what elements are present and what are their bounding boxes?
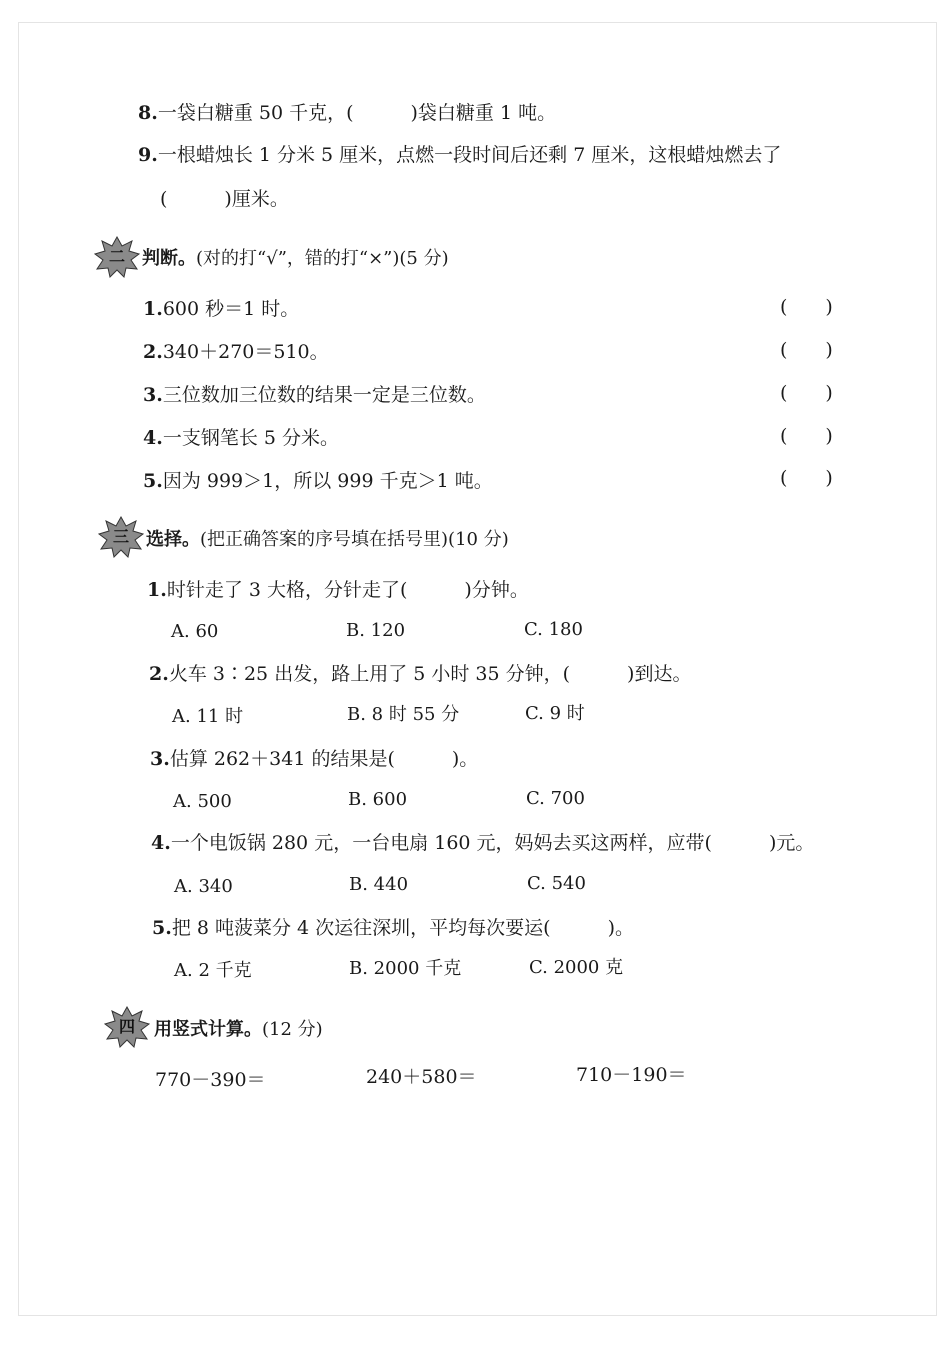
question-text: 时针走了 3 大格，分针走了( )分钟。 [166, 579, 529, 601]
option-b: B. 8 时 55 分 [347, 704, 460, 725]
section-title-text: 选择。 [146, 529, 200, 550]
option-c: C. 700 [526, 788, 585, 809]
section-title-text: 判断。 [142, 248, 196, 269]
section-hint: (12 分) [262, 1019, 323, 1040]
question-number: 3. [143, 384, 163, 406]
judge-item-3 [143, 382, 486, 408]
question-8 [138, 100, 556, 126]
question-text: 一根蜡烛长 1 分米 5 厘米，点燃一段时间后还剩 7 厘米，这根蜡烛燃去了 [157, 144, 782, 166]
question-number: 5. [143, 470, 163, 492]
calc-item-1: 770－390＝ [155, 1069, 266, 1091]
option-a: A. 2 千克 [174, 960, 252, 981]
answer-bracket: ( ) [780, 425, 833, 447]
section-title-text: 用竖式计算。 [154, 1019, 262, 1040]
question-number: 4. [151, 832, 171, 854]
question-number: 2. [143, 341, 163, 363]
judge-item-5 [143, 468, 493, 494]
section-title-choice [146, 527, 509, 553]
question-number: 8. [138, 102, 158, 124]
option-b: B. 600 [348, 789, 408, 810]
option-c: C. 540 [527, 873, 586, 894]
question-text: 因为 999＞1，所以 999 千克＞1 吨。 [162, 470, 493, 492]
choice-item-5 [152, 915, 634, 941]
judge-item-4 [143, 425, 339, 451]
question-9 [138, 142, 781, 168]
question-text: 一支钢笔长 5 分米。 [162, 427, 340, 449]
section-badge-4 [104, 1006, 150, 1048]
section-title-vertical [154, 1017, 323, 1043]
option-b: B. 120 [346, 620, 406, 641]
badge-label: 四 [118, 1017, 135, 1036]
calc-item-3: 710－190＝ [576, 1064, 687, 1086]
question-text: 一袋白糖重 50 千克，( )袋白糖重 1 吨。 [157, 102, 557, 124]
option-a: A. 500 [173, 791, 232, 812]
choice-item-3 [150, 746, 478, 772]
section-hint: (把正确答案的序号填在括号里)(10 分) [200, 529, 509, 550]
question-number: 1. [143, 298, 163, 320]
option-a: A. 340 [174, 876, 233, 897]
question-text: 估算 262＋341 的结果是( )。 [169, 748, 479, 770]
option-b: B. 440 [349, 874, 409, 895]
option-a: A. 11 时 [172, 706, 244, 727]
question-number: 2. [149, 663, 169, 685]
answer-bracket: ( ) [780, 467, 833, 489]
question-number: 3. [150, 748, 170, 770]
option-a: A. 60 [171, 621, 219, 642]
section-badge-3 [98, 516, 144, 558]
judge-item-1 [143, 296, 299, 322]
question-9-continued [160, 186, 289, 212]
choice-item-1 [147, 577, 529, 603]
option-c: C. 2000 克 [529, 957, 624, 978]
question-text: ( )厘米。 [160, 188, 289, 210]
question-text: 三位数加三位数的结果一定是三位数。 [162, 384, 486, 406]
choice-item-4 [151, 830, 814, 856]
answer-bracket: ( ) [780, 296, 833, 318]
section-hint: (对的打“√”，错的打“×”)(5 分) [196, 248, 449, 269]
calc-item-2: 240＋580＝ [366, 1066, 477, 1088]
question-text: 火车 3∶25 出发，路上用了 5 小时 35 分钟，( )到达。 [168, 663, 692, 685]
question-text: 340＋270＝510。 [162, 341, 329, 363]
question-number: 1. [147, 579, 167, 601]
answer-bracket: ( ) [780, 339, 833, 361]
section-badge-2 [94, 236, 140, 278]
badge-label: 三 [112, 527, 129, 546]
question-number: 4. [143, 427, 163, 449]
section-title-judge [142, 246, 449, 272]
option-c: C. 180 [524, 619, 583, 640]
choice-item-2 [149, 661, 691, 687]
answer-bracket: ( ) [780, 382, 833, 404]
judge-item-2 [143, 339, 329, 365]
question-number: 5. [152, 917, 172, 939]
option-c: C. 9 时 [525, 703, 585, 724]
question-text: 600 秒＝1 时。 [162, 298, 300, 320]
question-text: 一个电饭锅 280 元，一台电扇 160 元，妈妈去买这两样，应带( )元。 [170, 832, 815, 854]
option-b: B. 2000 千克 [349, 958, 462, 979]
question-number: 9. [138, 144, 158, 166]
question-text: 把 8 吨菠菜分 4 次运往深圳，平均每次要运( )。 [171, 917, 635, 939]
badge-label: 二 [108, 247, 125, 266]
